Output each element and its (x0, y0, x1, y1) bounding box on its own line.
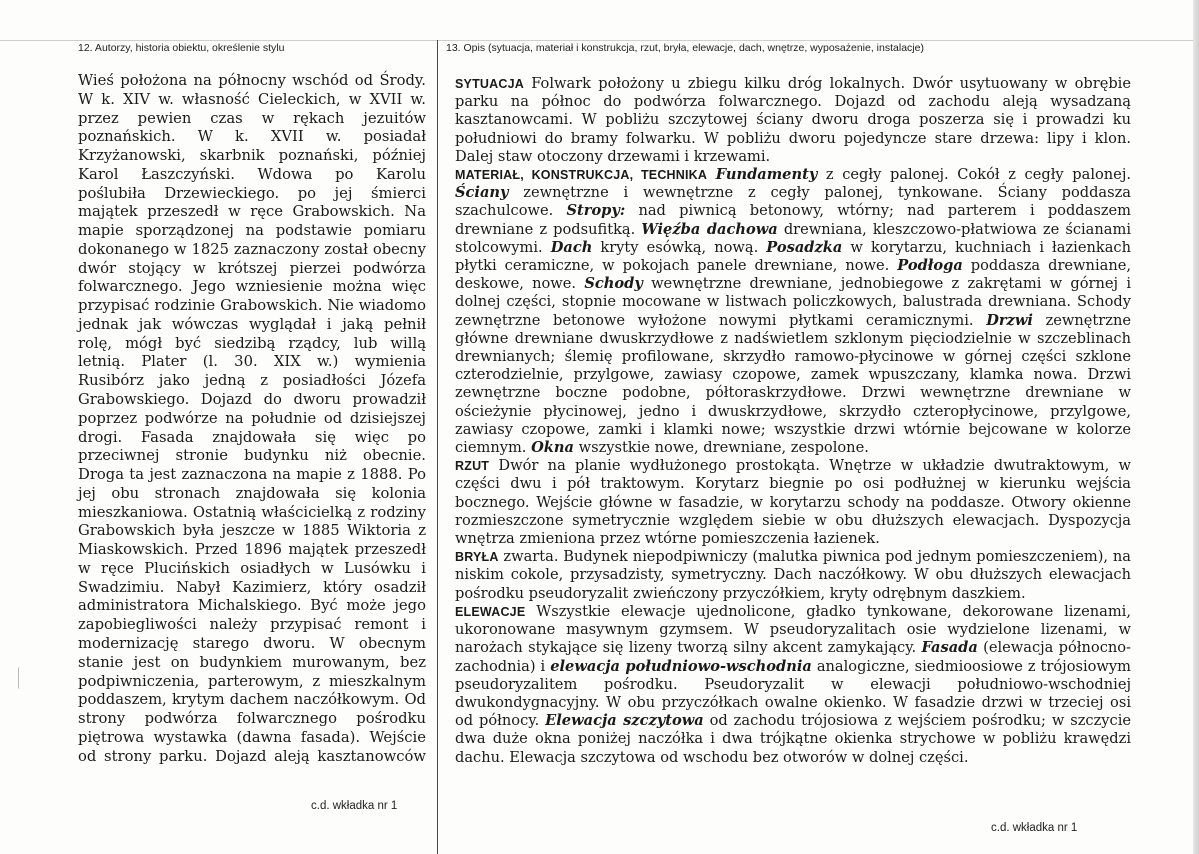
column-divider (437, 40, 438, 854)
text-material-3: nad piwnicą betonowy, wtórny; nad parterem i poddaszem drewniane z podsufitką. (455, 202, 1132, 238)
left-section-heading: 12. Autorzy, historia obiektu, określenie stylu (78, 42, 285, 54)
kw-fundamenty: Fundamenty (715, 166, 818, 184)
kw-drzwi: Drzwi (986, 311, 1033, 329)
text-elewacje-2: (elewacja północno-zachodnia) i (455, 639, 1131, 675)
text-material-1: z cegły palonej. Cokół z cegły palonej. (817, 166, 1131, 184)
text-material-9: zewnętrzne główne drewniane dwuskrzydłowe z nadświetlem szklonym pięciodzielnie w szczeblinach drewnianych; ślemię profilowane, skrzydło ramowo-płycinowe w górnej części szklone czterodzielnie, przylgowe, zawiasy czopowe, zamek wpuszczany, klamka nowa. Drzwi zewnętrzne boczne podobne, półtoraskrzydłowe. Drzwi wewnętrzne drewniane w ościeżynie płycinowej, jedno i dwuskrzydłowe, skrzydło czteropłycinowe, przylgowe, zawiasy czopowe, zamki i klamki nowe; wszystkie drzwi wtórnie bejcowane w kolorze ciemnym. (455, 311, 1131, 457)
text-material-6: w korytarzu, kuchniach i łazienkach płytki ceramiczne, w pokojach panele drewniane, nowe. (455, 238, 1131, 275)
section-bryla (455, 548, 1131, 603)
kw-wiezba: Więźba dachowa (641, 220, 778, 238)
right-section-heading: 13. Opis (sytuacja, materiał i konstrukcja, rzut, bryła, elewacje, dach, wnętrze, wyposażenie, instalacje) (446, 42, 924, 54)
section-sytuacja (455, 75, 1131, 166)
section-rzut (455, 457, 1131, 548)
text-sytuacja: Folwark położony u zbiegu kilku dróg lokalnych. Dwór usytuowany w obrębie parku na północ do podwórza folwarcznego. Dojazd od zachodu aleją wysadzaną kasztanowcami. W pobliżu szczytowej ściany dworu droga poszerza się i prowadzi ku południowi do bramy folwarku. W pobliżu dworu pojedyncze stare drzewa: lipy i klon. Dalej staw otoczony drzewami i krzewami. (455, 75, 1131, 165)
section-material (455, 166, 1131, 457)
text-material-4: drewniana, kleszczowo-płatwiowa ze ścianami stolcowymi. (455, 220, 1131, 256)
history-text: Wieś położona na północny wschód od Środy. W k. XIV w. własność Cieleckich, w XVII w. przez pewien czas w rękach jezuitów poznańskich. W k. XVII w. posiadał Krzyżanowski, skarbnik poznański, później Karol Łaszczyński. Wdowa po Karolu poślubiła Drzewieckiego. po jej śmierci majątek przeszedł w ręce Grabowskich. Na mapie sporządzonej na podstawie pomiaru dokonanego w 1825 zaznaczony został obecny dwór stojący w krótszej pierzei podwórza folwarcznego. Jego wzniesienie można więc przypisać rodzinie Grabowskich. Nie wiadomo jednak jak wówczas wyglądał i jaką pełnił rolę, mógł być siedzibą rządcy, lub willą letnią. Plater (l. 30. XIX w.) wymienia Rusibórz jako jedną z posiadłości Józefa Grabowskiego. Dojazd do dworu prowadził poprzez podwórze na południe od dzisiejszej drogi. Fasada znajdowała się więc po przeciwnej stronie budynku niż obecnie. Droga ta jest zaznaczona na mapie z 1888. Po jej obu stronach znajdowała się kolonia mieszkaniowa. Ostatnią właścicielką z rodziny Grabowskich była jeszcze w 1885 Wiktoria z Miaskowskich. Przed 1896 majątek przeszedł w ręce Plucińskich osiadłych w Lusówku i Swadzimiu. Nabył Kazimierz, który osadził administratora Michalskiego. Być może jego zapobiegliwości należy przypisać remont i modernizację starego dworu. W obecnym stanie jest on budynkiem murowanym, bez podpiwniczenia, parterowym, z mieszkalnym poddaszem, krytym dachem naczółkowym. Od strony podwórza folwarcznego pośrodku piętrowa wystawka (dawna fasada). Wejście od strony parku. Dojazd aleją kasztanowców (78, 72, 426, 765)
label-elewacje: ELEWACJE (455, 604, 526, 619)
margin-mark (18, 667, 22, 689)
kw-schody: Schody (584, 275, 643, 293)
kw-stropy: Stropy: (566, 202, 626, 220)
kw-fasada: Fasada (921, 639, 978, 657)
kw-podloga: Podłoga (897, 257, 963, 275)
text-material-7: poddasza drewniane, deskowe, nowe. (455, 257, 1131, 293)
label-sytuacja: SYTUACJA (455, 77, 524, 91)
label-rzut: RZUT (455, 459, 490, 474)
kw-elewacja-pd-wsch: elewacja południowo-wschodnia (550, 657, 812, 675)
kw-posadzka: Posadzka (766, 238, 843, 256)
text-elewacje-3: analogiczne, siedmioosiowe z trójosiowym pseudoryzalitem pośrodku. Pseudoryzalit w elewacji południowo-wschodniej dwukondygnacyjny. W obu przyczółkach owalne okienko. W fasadzie drzwi w trzeciej osi od północy. (455, 657, 1131, 730)
continuation-note-right: c.d. wkładka nr 1 (991, 822, 1078, 834)
header-divider (0, 40, 1199, 41)
text-rzut: Dwór na planie wydłużonego prostokąta. Wnętrze w układzie dwutraktowym, w części dwu i pół traktowym. Korytarz biegnie po osi podłużnej w kierunku wejścia bocznego. Wejście główne w fasadzie, w korytarzu schody na poddasze. Otwory okienne rozmieszczone symetrycznie względem siebie w obu dłuższych elewacjach. Dyspozycja wnętrza zmieniona przez wtórne pomieszczenia łazienek. (455, 457, 1131, 548)
kw-sciany: Ściany (455, 184, 509, 202)
kw-elewacja-szczytowa: Elewacja szczytowa (545, 712, 704, 730)
text-elewacje-1: Wszystkie elewacje ujednolicone, gładko tynkowane, dekorowane lizenami, ukoronowane masywnym gzymsem. W pseudoryzalitach osie wydzielone lizenami, w narożach stykające się lizeny tworzą silny akcent zamykający. (455, 602, 1131, 657)
kw-okna: Okna (531, 439, 574, 457)
description-text (455, 75, 1131, 767)
continuation-note-left: c.d. wkładka nr 1 (311, 800, 398, 812)
text-bryla: zwarta. Budynek niepodpiwniczy (malutka piwnica pod jednym pomieszczeniem), na niskim cokole, przysadzisty, symetryczny. Dach naczółkowy. W obu dłuższych elewacjach pośrodku pseudoryzalit zwieńczony przyczółkiem, kryty odrębnym daszkiem. (455, 548, 1131, 602)
text-material-2: zewnętrzne i wewnętrzne z cegły palonej, tynkowane. Ściany poddasza szachulcowe. (455, 184, 1131, 220)
text-elewacje-4: od zachodu trójosiowa z wejściem pośrodku; w szczycie dwa duże okna poniżej naczółka i dwa trójkątne okienka strychowe w pobliżu krawędzi dachu. Elewacja szczytowa od wschodu bez otworów w dolnej części. (455, 712, 1131, 766)
text-material-5: kryty esówką, nową. (592, 238, 767, 256)
scan-edge (1193, 0, 1199, 854)
text-material-8: wewnętrzne drewniane, jednobiegowe z zakrętami w górnej i dolnej części, stopnie mocowane w listwach policzkowych, balustrada drewniana. Schody zewnętrzne betonowe wyłożone nowymi płytkami ceramicznymi. (455, 275, 1131, 329)
section-elewacje (455, 603, 1131, 767)
label-bryla: BRYŁA (455, 550, 499, 565)
label-material: MATERIAŁ, KONSTRUKCJA, TECHNIKA (455, 168, 708, 183)
text-material-10: wszystkie nowe, drewniane, zespolone. (573, 439, 869, 457)
kw-dach: Dach (550, 238, 593, 256)
